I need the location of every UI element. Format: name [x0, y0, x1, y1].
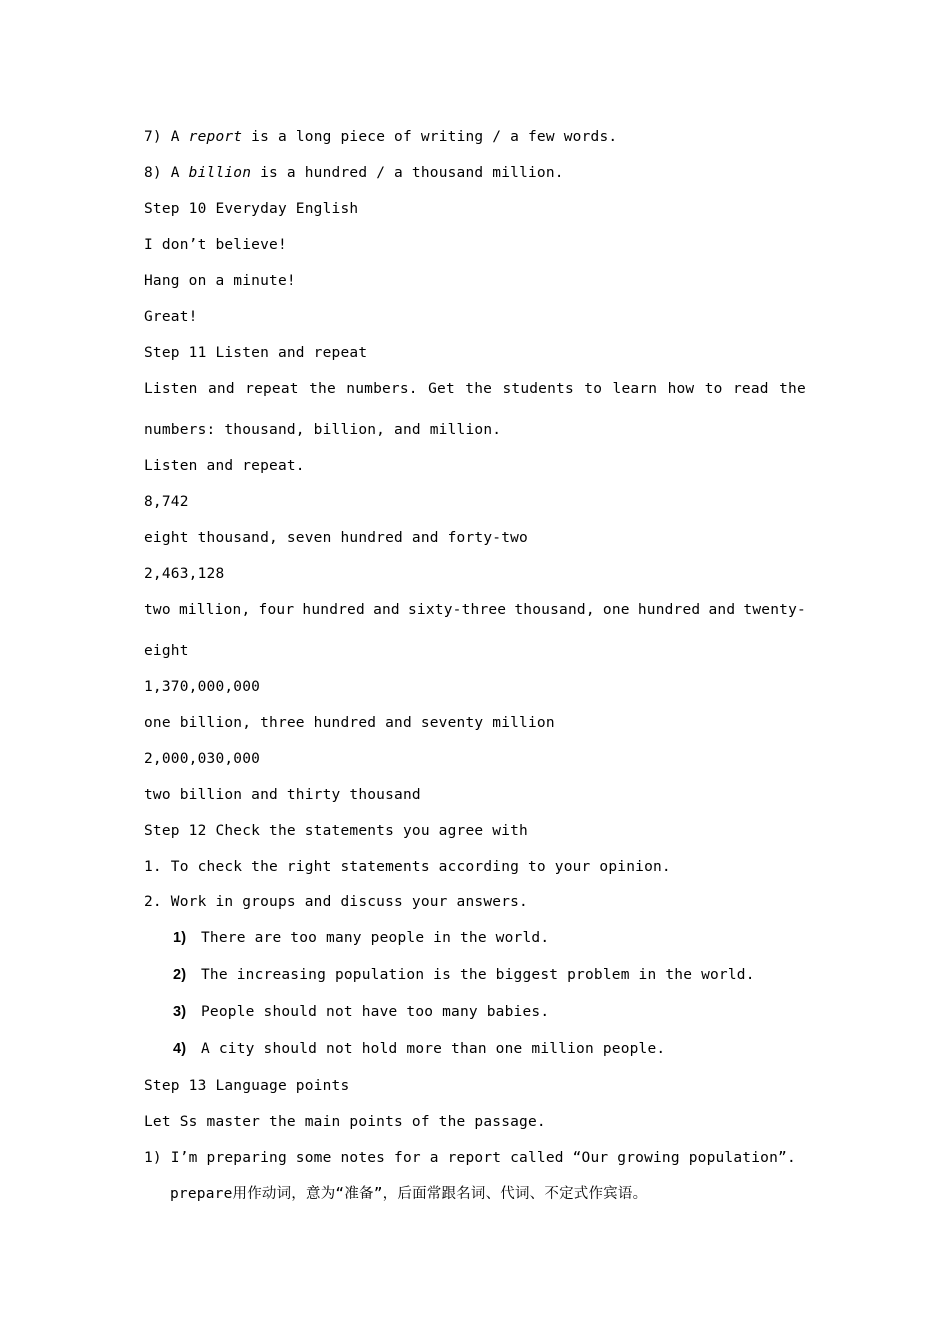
number-4-words: two billion and thirty thousand	[144, 787, 421, 803]
term-report: report	[188, 129, 243, 145]
term-billion: billion	[188, 165, 252, 181]
statement-1: 1) There are too many people in the world.	[173, 930, 550, 946]
phrase-1: I don’t believe!	[144, 237, 287, 253]
statement-3: 3) People should not have too many babies.	[173, 1004, 550, 1020]
statement-2: 2) The increasing population is the biggest problem in the world.	[173, 967, 755, 983]
number-1: 8,742	[144, 494, 189, 510]
step13-heading: Step 13 Language points	[144, 1078, 350, 1094]
step12-task-1: 1. To check the right statements according to your opinion.	[144, 859, 671, 875]
step11-intro-line2: numbers: thousand, billion, and million.	[144, 422, 502, 438]
item-7: 7) A report is a long piece of writing / a few words.	[144, 129, 618, 145]
step11-intro-line1: Listen and repeat the numbers. Get the students to learn how to read the	[144, 381, 806, 397]
number-4: 2,000,030,000	[144, 751, 261, 767]
step11-heading: Step 11 Listen and repeat	[144, 345, 368, 361]
step12-heading: Step 12 Check the statements you agree with	[144, 823, 528, 839]
language-point-1-note: prepare用作动词，意为“准备”，后面常跟名词、代词、不定式作宾语。	[170, 1186, 648, 1202]
phrase-3: Great!	[144, 309, 198, 325]
phrase-2: Hang on a minute!	[144, 273, 296, 289]
step10-heading: Step 10 Everyday English	[144, 201, 359, 217]
number-2-words-line2: eight	[144, 643, 189, 659]
step11-instruction: Listen and repeat.	[144, 458, 305, 474]
number-3: 1,370,000,000	[144, 679, 261, 695]
number-1-words: eight thousand, seven hundred and forty-two	[144, 530, 528, 546]
statement-4: 4) A city should not hold more than one million people.	[173, 1041, 666, 1057]
language-point-1: 1) I’m preparing some notes for a report called “Our growing population”.	[144, 1150, 796, 1166]
number-2-words-line1: two million, four hundred and sixty-three thousand, one hundred and twenty-	[144, 602, 806, 618]
number-2: 2,463,128	[144, 566, 225, 582]
number-3-words: one billion, three hundred and seventy million	[144, 715, 555, 731]
step12-task-2: 2. Work in groups and discuss your answers.	[144, 894, 528, 910]
step13-intro: Let Ss master the main points of the passage.	[144, 1114, 546, 1130]
item-8: 8) A billion is a hundred / a thousand million.	[144, 165, 564, 181]
